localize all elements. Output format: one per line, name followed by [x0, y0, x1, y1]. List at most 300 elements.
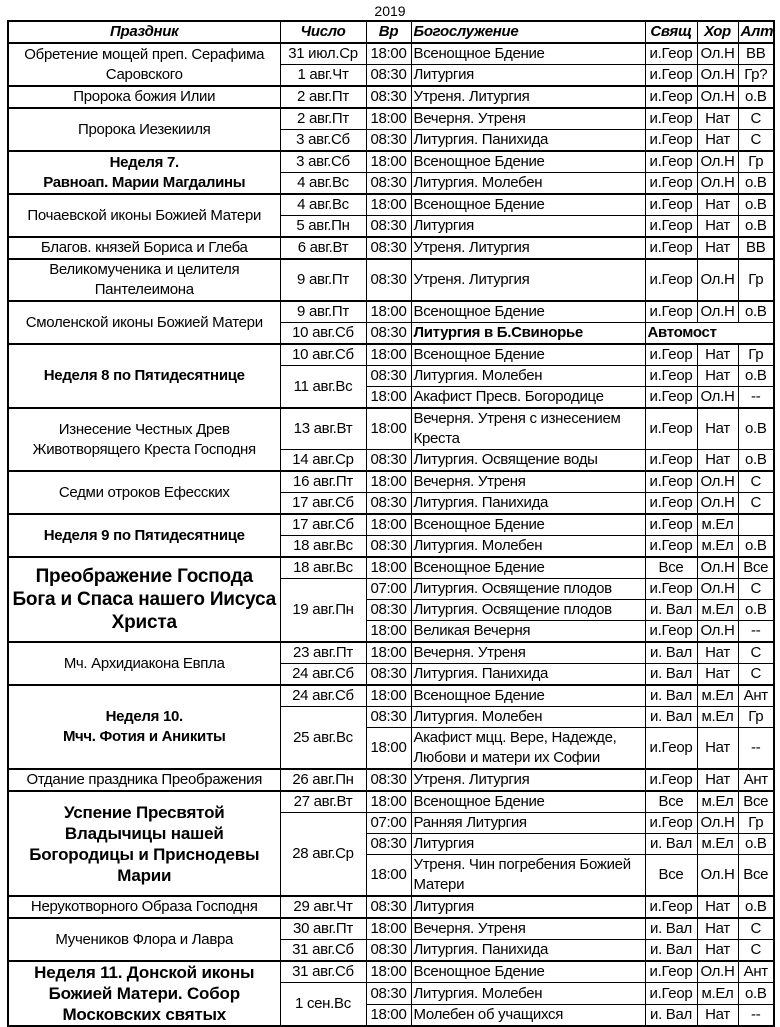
- priest-cell: и. Вал: [645, 940, 697, 962]
- priest-cell: и.Геор: [645, 130, 697, 152]
- schedule-row: [8, 237, 774, 259]
- choir-cell: м.Ел: [697, 685, 738, 707]
- choir-cell: Ол.Н: [697, 557, 738, 579]
- time-cell: 08:30: [366, 493, 411, 515]
- altar-cell: С: [738, 918, 774, 940]
- date-cell: 3 авг.Сб: [280, 130, 366, 152]
- priest-cell: и.Геор: [645, 471, 697, 493]
- date-cell: 25 авг.Вс: [280, 707, 366, 770]
- date-cell: 31 авг.Сб: [280, 961, 366, 983]
- altar-cell: о.В: [738, 216, 774, 238]
- feast-line: Богородицы и Приснодевы: [29, 844, 260, 864]
- choir-cell: м.Ел: [697, 536, 738, 558]
- feast-line: Седми отроков Ефесских: [58, 483, 230, 501]
- feast-line: Владычицы нашей: [64, 823, 224, 843]
- service-cell: Всенощное Бдение: [411, 791, 645, 813]
- priest-cell: Все: [645, 557, 697, 579]
- date-cell: 10 авг.Сб: [280, 323, 366, 345]
- choir-cell: Ол.Н: [697, 471, 738, 493]
- choir-cell: Нат: [697, 366, 738, 387]
- priest-cell: и.Геор: [645, 43, 697, 65]
- date-cell: 24 авг.Сб: [280, 685, 366, 707]
- time-cell: 08:30: [366, 259, 411, 301]
- priest-cell: и.Геор: [645, 961, 697, 983]
- service-cell: Вечерня. Утреня: [411, 918, 645, 940]
- time-cell: 08:30: [366, 940, 411, 962]
- service-cell: Литургия. Освящение воды: [411, 450, 645, 472]
- choir-cell: Нат: [697, 237, 738, 259]
- service-cell: Вечерня. Утреня: [411, 471, 645, 493]
- choir-cell: Нат: [697, 896, 738, 918]
- feast-cell: [8, 961, 280, 1026]
- altar-cell: о.В: [738, 194, 774, 216]
- priest-cell: и.Геор: [645, 536, 697, 558]
- date-cell: 31 авг.Сб: [280, 940, 366, 962]
- altar-cell: Ант: [738, 961, 774, 983]
- priest-cell: и.Геор: [645, 108, 697, 130]
- feast-cell: [8, 344, 280, 408]
- service-schedule-table: [7, 20, 775, 1027]
- time-cell: 08:30: [366, 707, 411, 728]
- choir-cell: Нат: [697, 216, 738, 238]
- choir-cell: Ол.Н: [697, 621, 738, 643]
- feast-cell: [8, 769, 280, 791]
- altar-cell: --: [738, 621, 774, 643]
- choir-cell: Ол.Н: [697, 173, 738, 195]
- altar-cell: С: [738, 108, 774, 130]
- choir-cell: Нат: [697, 664, 738, 686]
- service-cell: Литургия: [411, 65, 645, 87]
- time-cell: 08:30: [366, 536, 411, 558]
- altar-cell: о.В: [738, 366, 774, 387]
- choir-cell: м.Ел: [697, 983, 738, 1005]
- feast-line: Смоленской иконы Божией Матери: [25, 313, 263, 331]
- altar-cell: о.В: [738, 450, 774, 472]
- time-cell: 07:00: [366, 813, 411, 834]
- service-cell: Утреня. Литургия: [411, 237, 645, 259]
- date-cell: 9 авг.Пт: [280, 301, 366, 323]
- time-cell: 18:00: [366, 471, 411, 493]
- priest-cell: и.Геор: [645, 450, 697, 472]
- priest-cell: и.Геор: [645, 728, 697, 770]
- time-cell: 18:00: [366, 961, 411, 983]
- priest-cell: Все: [645, 855, 697, 897]
- altar-cell: ВВ: [738, 237, 774, 259]
- choir-cell: Нат: [697, 344, 738, 366]
- time-cell: 18:00: [366, 108, 411, 130]
- feast-cell: [8, 86, 280, 108]
- date-cell: 30 авг.Пт: [280, 918, 366, 940]
- date-cell: 10 авг.Сб: [280, 344, 366, 366]
- feast-line: Мч. Архидиакона Евпла: [63, 654, 225, 672]
- schedule-row: [8, 86, 774, 108]
- service-cell: Всенощное Бдение: [411, 514, 645, 536]
- time-cell: 18:00: [366, 151, 411, 173]
- priest-cell: и.Геор: [645, 621, 697, 643]
- date-cell: 1 авг.Чт: [280, 65, 366, 87]
- date-cell: 16 авг.Пт: [280, 471, 366, 493]
- choir-cell: Ол.Н: [697, 151, 738, 173]
- altar-cell: С: [738, 664, 774, 686]
- altar-cell: --: [738, 1005, 774, 1027]
- choir-cell: Ол.Н: [697, 493, 738, 515]
- time-cell: 08:30: [366, 600, 411, 621]
- feast-line: Отдание праздника Преображения: [26, 771, 263, 788]
- schedule-row: [8, 344, 774, 366]
- date-cell: 26 авг.Пн: [280, 769, 366, 791]
- date-cell: 29 авг.Чт: [280, 896, 366, 918]
- altar-cell: Гр?: [738, 65, 774, 87]
- date-cell: 24 авг.Сб: [280, 664, 366, 686]
- feast-line: Христа: [111, 612, 177, 633]
- altar-cell: [738, 514, 774, 536]
- date-cell: 9 авг.Пт: [280, 259, 366, 301]
- time-cell: 08:30: [366, 366, 411, 387]
- col-header-service: Богослужение: [411, 21, 645, 43]
- schedule-row: [8, 896, 774, 918]
- service-cell: Всенощное Бдение: [411, 194, 645, 216]
- feast-cell: [8, 408, 280, 471]
- feast-line: Неделя 8 по Пятидесятнице: [43, 367, 245, 384]
- time-cell: 08:30: [366, 86, 411, 108]
- choir-cell: Ол.Н: [697, 813, 738, 834]
- feast-cell: [8, 43, 280, 86]
- service-cell: Литургия. Молебен: [411, 707, 645, 728]
- date-cell: 3 авг.Сб: [280, 151, 366, 173]
- altar-cell: С: [738, 130, 774, 152]
- altar-cell: С: [738, 471, 774, 493]
- service-cell: Литургия. Панихида: [411, 130, 645, 152]
- priest-cell: и. Вал: [645, 685, 697, 707]
- schedule-row: [8, 471, 774, 493]
- date-cell: 23 авг.Пт: [280, 642, 366, 664]
- service-cell: Великая Вечерня: [411, 621, 645, 643]
- feast-line: Животворящего Креста Господня: [32, 440, 256, 458]
- feast-line: Пророка божия Илии: [73, 88, 216, 105]
- service-cell: Всенощное Бдение: [411, 344, 645, 366]
- date-cell: 5 авг.Пн: [280, 216, 366, 238]
- time-cell: 18:00: [366, 728, 411, 770]
- feast-cell: [8, 259, 280, 301]
- feast-cell: [8, 301, 280, 344]
- date-cell: 14 авг.Ср: [280, 450, 366, 472]
- feast-line: Изнесение Честных Древ: [58, 420, 230, 438]
- feast-cell: [8, 194, 280, 237]
- choir-cell: Нат: [697, 408, 738, 450]
- altar-cell: --: [738, 728, 774, 770]
- service-cell: Литургия. Освящение плодов: [411, 579, 645, 600]
- service-cell: Утреня. Чин погребения Божией Матери: [411, 855, 645, 897]
- service-cell: Литургия: [411, 896, 645, 918]
- priest-cell: и.Геор: [645, 408, 697, 450]
- service-cell: Всенощное Бдение: [411, 685, 645, 707]
- altar-cell: о.В: [738, 834, 774, 855]
- service-cell: Литургия: [411, 834, 645, 855]
- altar-cell: --: [738, 387, 774, 409]
- feast-line: Неделя 9 по Пятидесятнице: [43, 526, 245, 544]
- altar-cell: Все: [738, 557, 774, 579]
- feast-cell: [8, 237, 280, 259]
- service-cell: Литургия. Молебен: [411, 173, 645, 195]
- date-cell: 27 авг.Вт: [280, 791, 366, 813]
- col-header-choir: Хор: [697, 21, 738, 43]
- service-cell: Всенощное Бдение: [411, 301, 645, 323]
- schedule-row: [8, 557, 774, 579]
- year-title: 2019: [374, 3, 406, 19]
- time-cell: 18:00: [366, 642, 411, 664]
- choir-cell: Нат: [697, 728, 738, 770]
- altar-cell: Ант: [738, 769, 774, 791]
- automost-cell: Автомост: [645, 323, 774, 345]
- date-cell: 18 авг.Вс: [280, 557, 366, 579]
- feast-line: Пантелеимона: [94, 281, 194, 298]
- schedule-row: [8, 108, 774, 130]
- choir-cell: Ол.Н: [697, 301, 738, 323]
- time-cell: 08:30: [366, 323, 411, 345]
- feast-line: Почаевской иконы Божией Матери: [27, 206, 262, 224]
- feast-cell: [8, 685, 280, 769]
- time-cell: 07:00: [366, 579, 411, 600]
- altar-cell: о.В: [738, 86, 774, 108]
- service-cell: Утреня. Литургия: [411, 86, 645, 108]
- feast-line: Пророка Иезекииля: [78, 120, 211, 138]
- choir-cell: м.Ел: [697, 791, 738, 813]
- altar-cell: Все: [738, 791, 774, 813]
- choir-cell: Ол.Н: [697, 579, 738, 600]
- time-cell: 08:30: [366, 65, 411, 87]
- altar-cell: С: [738, 642, 774, 664]
- feast-line: Равноап. Марии Магдалины: [43, 173, 246, 191]
- time-cell: 18:00: [366, 43, 411, 65]
- choir-cell: Нат: [697, 194, 738, 216]
- service-cell: Литургия. Панихида: [411, 664, 645, 686]
- date-cell: 19 авг.Пн: [280, 579, 366, 643]
- date-cell: 2 авг.Пт: [280, 86, 366, 108]
- date-cell: 2 авг.Пт: [280, 108, 366, 130]
- time-cell: 18:00: [366, 387, 411, 409]
- feast-cell: [8, 557, 280, 642]
- priest-cell: и.Геор: [645, 216, 697, 238]
- altar-cell: о.В: [738, 983, 774, 1005]
- service-cell: Литургия в Б.Свинорье: [411, 323, 645, 345]
- time-cell: 18:00: [366, 791, 411, 813]
- altar-cell: Гр: [738, 151, 774, 173]
- time-cell: 18:00: [366, 1005, 411, 1027]
- priest-cell: и.Геор: [645, 151, 697, 173]
- choir-cell: Нат: [697, 1005, 738, 1027]
- feast-line: Московских святых: [62, 1005, 227, 1024]
- time-cell: 08:30: [366, 896, 411, 918]
- feast-cell: [8, 918, 280, 961]
- time-cell: 18:00: [366, 855, 411, 897]
- priest-cell: и.Геор: [645, 366, 697, 387]
- date-cell: 6 авг.Вт: [280, 237, 366, 259]
- service-cell: Утреня. Литургия: [411, 769, 645, 791]
- choir-cell: Ол.Н: [697, 43, 738, 65]
- service-cell: Всенощное Бдение: [411, 151, 645, 173]
- choir-cell: м.Ел: [697, 834, 738, 855]
- feast-line: Обретение мощей преп. Серафима Саровского: [24, 45, 265, 83]
- time-cell: 18:00: [366, 514, 411, 536]
- schedule-row: [8, 43, 774, 65]
- service-cell: Ранняя Литургия: [411, 813, 645, 834]
- schedule-body: [8, 43, 774, 1026]
- time-cell: 18:00: [366, 301, 411, 323]
- priest-cell: и.Геор: [645, 194, 697, 216]
- time-cell: 08:30: [366, 769, 411, 791]
- priest-cell: и.Геор: [645, 983, 697, 1005]
- service-cell: Вечерня. Утреня с изнесением Креста: [411, 408, 645, 450]
- time-cell: 08:30: [366, 130, 411, 152]
- time-cell: 08:30: [366, 664, 411, 686]
- choir-cell: Ол.Н: [697, 855, 738, 897]
- service-cell: Молебен об учащихся: [411, 1005, 645, 1027]
- date-cell: 4 авг.Вс: [280, 194, 366, 216]
- altar-cell: Все: [738, 855, 774, 897]
- choir-cell: Нат: [697, 108, 738, 130]
- date-cell: 13 авг.Вт: [280, 408, 366, 450]
- service-cell: Литургия. Панихида: [411, 940, 645, 962]
- priest-cell: и.Геор: [645, 493, 697, 515]
- service-cell: Вечерня. Утреня: [411, 108, 645, 130]
- feast-cell: [8, 642, 280, 685]
- priest-cell: и. Вал: [645, 600, 697, 621]
- date-cell: 17 авг.Сб: [280, 493, 366, 515]
- service-cell: Всенощное Бдение: [411, 43, 645, 65]
- priest-cell: и. Вал: [645, 664, 697, 686]
- priest-cell: и.Геор: [645, 301, 697, 323]
- service-cell: Литургия. Освящение плодов: [411, 600, 645, 621]
- priest-cell: и.Геор: [645, 813, 697, 834]
- service-cell: Литургия. Молебен: [411, 536, 645, 558]
- feast-line: Неделя 7.: [109, 153, 179, 171]
- altar-cell: С: [738, 493, 774, 515]
- date-cell: 28 авг.Ср: [280, 813, 366, 897]
- choir-cell: Нат: [697, 450, 738, 472]
- altar-cell: С: [738, 579, 774, 600]
- priest-cell: и. Вал: [645, 918, 697, 940]
- time-cell: 18:00: [366, 918, 411, 940]
- altar-cell: ВВ: [738, 43, 774, 65]
- choir-cell: м.Ел: [697, 600, 738, 621]
- date-cell: 11 авг.Вс: [280, 366, 366, 409]
- priest-cell: и.Геор: [645, 579, 697, 600]
- time-cell: 08:30: [366, 237, 411, 259]
- choir-cell: Нат: [697, 130, 738, 152]
- col-header-feast: Праздник: [8, 21, 280, 43]
- col-header-time: Вр: [366, 21, 411, 43]
- time-cell: 08:30: [366, 983, 411, 1005]
- schedule-row: [8, 151, 774, 173]
- priest-cell: и. Вал: [645, 1005, 697, 1027]
- service-cell: Акафист мцц. Вере, Надежде, Любови и матери их Софии: [411, 728, 645, 770]
- time-cell: 18:00: [366, 685, 411, 707]
- priest-cell: и.Геор: [645, 344, 697, 366]
- feast-line: Преображение Господа: [35, 566, 253, 587]
- choir-cell: Нат: [697, 940, 738, 962]
- time-cell: 18:00: [366, 408, 411, 450]
- feast-line: Неделя 11. Донской иконы: [34, 963, 255, 982]
- priest-cell: Все: [645, 791, 697, 813]
- feast-line: Великомученика и целителя: [49, 261, 240, 278]
- choir-cell: Ол.Н: [697, 387, 738, 409]
- altar-cell: С: [738, 940, 774, 962]
- service-cell: Литургия: [411, 216, 645, 238]
- choir-cell: Ол.Н: [697, 65, 738, 87]
- altar-cell: о.В: [738, 408, 774, 450]
- priest-cell: и.Геор: [645, 86, 697, 108]
- service-cell: Всенощное Бдение: [411, 557, 645, 579]
- date-cell: 1 сен.Вс: [280, 983, 366, 1027]
- schedule-row: [8, 408, 774, 450]
- altar-cell: о.В: [738, 536, 774, 558]
- choir-cell: м.Ел: [697, 707, 738, 728]
- time-cell: 18:00: [366, 344, 411, 366]
- priest-cell: и.Геор: [645, 769, 697, 791]
- altar-cell: о.В: [738, 301, 774, 323]
- feast-cell: [8, 108, 280, 151]
- feast-line: Неделя 10.: [105, 708, 183, 725]
- schedule-row: [8, 514, 774, 536]
- choir-cell: Нат: [697, 769, 738, 791]
- feast-line: Нерукотворного Образа Господня: [30, 898, 258, 915]
- choir-cell: Ол.Н: [697, 961, 738, 983]
- schedule-row: [8, 259, 774, 301]
- schedule-row: [8, 301, 774, 323]
- service-cell: Литургия. Панихида: [411, 493, 645, 515]
- choir-cell: Ол.Н: [697, 86, 738, 108]
- time-cell: 08:30: [366, 173, 411, 195]
- priest-cell: и. Вал: [645, 642, 697, 664]
- priest-cell: и.Геор: [645, 237, 697, 259]
- time-cell: 18:00: [366, 621, 411, 643]
- service-cell: Всенощное Бдение: [411, 961, 645, 983]
- priest-cell: и.Геор: [645, 173, 697, 195]
- feast-line: Марии: [117, 865, 172, 885]
- feast-line: Успение Пресвятой: [63, 802, 225, 822]
- service-cell: Акафист Пресв. Богородице: [411, 387, 645, 409]
- service-cell: Литургия. Молебен: [411, 366, 645, 387]
- altar-cell: Ант: [738, 685, 774, 707]
- altar-cell: о.В: [738, 896, 774, 918]
- priest-cell: и.Геор: [645, 259, 697, 301]
- col-header-priest: Свящ: [645, 21, 697, 43]
- feast-cell: [8, 151, 280, 194]
- altar-cell: Гр: [738, 707, 774, 728]
- feast-line: Божией Матери. Собор: [48, 984, 240, 1003]
- choir-cell: Нат: [697, 642, 738, 664]
- altar-cell: Гр: [738, 344, 774, 366]
- choir-cell: Нат: [697, 918, 738, 940]
- choir-cell: м.Ел: [697, 514, 738, 536]
- col-header-altar: Алт: [738, 21, 774, 43]
- altar-cell: о.В: [738, 173, 774, 195]
- feast-line: Мучеников Флора и Лавра: [55, 930, 234, 948]
- date-cell: 17 авг.Сб: [280, 514, 366, 536]
- time-cell: 18:00: [366, 557, 411, 579]
- feast-line: Мчч. Фотия и Аникиты: [62, 728, 226, 745]
- schedule-row: [8, 769, 774, 791]
- service-cell: Литургия. Молебен: [411, 983, 645, 1005]
- time-cell: 08:30: [366, 834, 411, 855]
- altar-cell: о.В: [738, 600, 774, 621]
- feast-cell: [8, 471, 280, 514]
- altar-cell: Гр: [738, 259, 774, 301]
- priest-cell: и.Геор: [645, 387, 697, 409]
- feast-line: Бога и Спаса нашего Иисуса: [12, 589, 277, 610]
- feast-cell: [8, 896, 280, 918]
- choir-cell: Ол.Н: [697, 259, 738, 301]
